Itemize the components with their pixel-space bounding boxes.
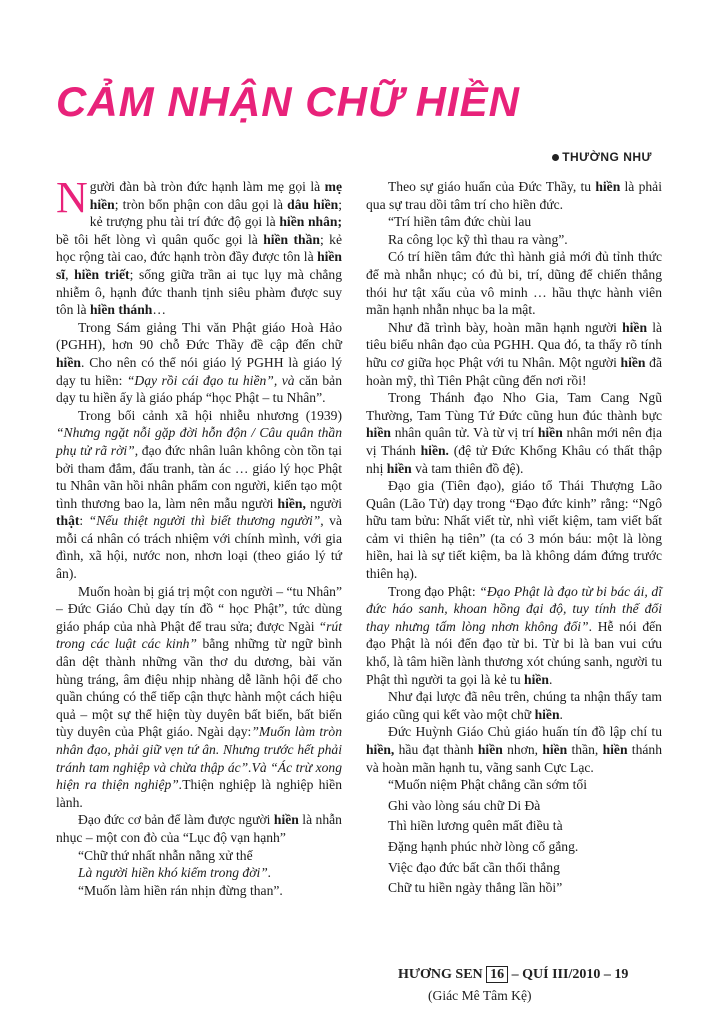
text-run: Trong bối cảnh xã hội nhiễu nhương (1939) xyxy=(78,407,342,423)
text-run: thần, xyxy=(567,742,603,757)
emphasis-bold: hiền xyxy=(386,460,412,476)
emphasis-bold: hiền xyxy=(56,354,81,370)
paragraph xyxy=(366,688,662,723)
emphasis-bold: hiền thánh xyxy=(89,302,153,318)
text-run: Trong Sám giảng Thi văn Phật giáo Hoà Hảo (PGHH), hơn 90 chỗ Đức Thầy đề cập đến chữ xyxy=(56,319,342,353)
magazine-name: HƯƠNG SEN xyxy=(398,967,483,982)
text-run: . Hễ nói đến đạo Phật là nói đến đạo từ bi. Từ bi là ban vui cứu khổ, là tâm hiền lành thương xót chúng sanh, người tu Phật thì người ta gọi là kẻ tu xyxy=(366,618,662,687)
page-footer xyxy=(398,966,628,983)
text-run: là tiêu biểu nhân đạo của PGHH. Qua đó, ta thấy rõ tính hữu cơ giữa học Phật với tu Nhân. Một người xyxy=(366,319,663,370)
text-run: đã hoàn mỹ, thì Tiên Phật cũng đến nơi rồi! xyxy=(366,354,662,388)
quote-line xyxy=(366,231,662,249)
emphasis-italic: ”Muốn làm tròn nhân đạo, phải giữ vẹn tứ ân. Nhưng trước hết phải tránh tam nghiệp và chừa thập ác”.Và “Ác trừ xong hiện ra thiện nghiệp”. xyxy=(56,724,342,793)
text-run: nhơn, xyxy=(502,742,543,757)
emphasis-bold: hiền xyxy=(366,425,391,441)
text-run: thánh và hoàn mãn hạnh tu, vãng sanh Cực Lạc. xyxy=(366,742,662,775)
emphasis-bold: hiền xyxy=(622,319,648,335)
emphasis-bold: dâu hiền xyxy=(287,196,339,212)
paragraph xyxy=(56,173,343,319)
text-run: Thiện nghiệp là nghiệp hiền lành. xyxy=(56,777,342,810)
page-number: 16 xyxy=(486,966,508,983)
paragraph xyxy=(56,811,342,846)
text-run: Theo sự giáo huấn của Đức Thầy, tu xyxy=(388,179,596,194)
text-run: nhân mới nên địa vị Thánh xyxy=(366,425,663,458)
quote-line xyxy=(366,213,662,231)
paragraph xyxy=(366,319,662,389)
text-run: “Muốn làm hiền rán nhịn đừng than”. xyxy=(78,882,283,898)
text-run: Trong đạo Phật: xyxy=(388,583,480,599)
emphasis-italic: Là người hiền khó kiếm trong đời”. xyxy=(78,865,272,881)
text-run: là nhẫn nhục – một con đò của “Lục độ vạn hạnh” xyxy=(56,812,342,845)
emphasis-bold: hiền, xyxy=(366,742,395,757)
text-run: , và mỗi cá nhân có trách nhiệm với chính mình, với gia đình, xã hội, nước non, nhơn loại (theo giáo lý tứ ân). xyxy=(56,513,342,582)
text-run: . Cho nên có thể nói giáo lý PGHH là giáo lý dạy tu hiền: xyxy=(56,354,342,388)
text-run: là phải qua sự trau dồi tâm trí cho hiền đức. xyxy=(366,179,662,212)
drop-cap: N xyxy=(56,173,88,222)
text-run: (đệ tử Đức Khổng Khâu có thất thập nhị xyxy=(366,442,662,476)
emphasis-italic: “Dạy rồi cái đạo tu hiền”, và xyxy=(126,372,295,388)
issue-info: – QUÍ III/2010 – 19 xyxy=(511,967,629,982)
verse-line: Ghi vào lòng sáu chữ Di Đà xyxy=(388,797,541,813)
emphasis-bold: hiền thần xyxy=(263,231,320,247)
emphasis-bold: hiền xyxy=(273,812,299,828)
emphasis-bold: hiền xyxy=(534,706,560,722)
emphasis-bold: hiền, xyxy=(277,495,306,511)
verse-source: (Giác Mê Tâm Kệ) xyxy=(428,988,532,1003)
text-run: Đức Huỳnh Giáo Chủ giáo huấn tín đồ lập chí tu xyxy=(388,724,662,740)
emphasis-bold: hiền xyxy=(524,671,549,687)
article-title: CẢM NHẬN CHỮ HIỀN xyxy=(56,78,520,125)
quote-line xyxy=(56,864,342,882)
text-run: . xyxy=(559,706,563,722)
text-run: Có trí hiền tâm đức thì hành giả mới đủ tỉnh thức để mà nhẫn nhục; có đủ bi, trí, dũng để chiến thắng thói hư tật xấu của vô minh … hầu thực hành viên mãn hạnh nhẫn nhục ba la mật. xyxy=(366,249,662,318)
emphasis-bold: hiền xyxy=(537,425,563,441)
emphasis-bold: hiền xyxy=(620,354,646,370)
text-run: , xyxy=(65,266,75,282)
emphasis-bold: hiền xyxy=(477,742,503,757)
text-run: hầu đạt thành xyxy=(394,742,478,757)
text-run: , đạo đức nhân luân không còn tồn tại bởi tham đắm, đấu tranh, tàn ác … giáo lý học Phật tu Nhân vãn hồi nhân phẩm con người, kiến tạo một tình thương bao la, làm nên mẫu người xyxy=(56,442,342,511)
author-byline xyxy=(552,150,652,164)
quote-line xyxy=(56,882,342,900)
text-run: … xyxy=(152,302,166,318)
emphasis-italic: “rút trong các luật các kinh” xyxy=(56,618,342,652)
text-run: bằng những từ ngữ bình dân dệt thành những vần thơ du dương, bài văn hùng tráng, âm điệu nhịp nhàng dễ lãnh hội để cho quần chúng có thể tiếp cận thực hành một cách hiệu quả – một sự thể hiện tùy duyên bất biến, bất biến tùy duyên của Phật giáo. Ngài dạy: xyxy=(56,636,343,740)
emphasis-italic: “Nhưng ngặt nỗi gặp đời hỗn độn / Câu quân thần phụ tử rã rời” xyxy=(56,425,342,458)
text-run: Đạo gia (Tiên đạo), giáo tổ Thái Thượng Lão Quân (Lão Tử) dạy trong “Đạo đức kinh” rằng: “Ngô hữu tam bửu: Nhất viết từ, nhì viết kiệm, tam viết bất cảm vi thiên hạ tiên” (ta có 3 món báu: một là lòng hiền, hai là sự tiết kiệm, ba là không dám đứng trước thiên hạ). xyxy=(366,478,662,582)
paragraph xyxy=(366,389,662,477)
emphasis-bold: hiền sĩ xyxy=(56,249,342,282)
text-run: Trong Thánh đạo Nho Gia, Tam Cang Ngũ Thường, Tam Tùng Tứ Đức cũng hun đúc thành bực xyxy=(366,390,662,423)
text-run: Ra công lọc kỹ thì thau ra vàng”. xyxy=(388,231,568,247)
text-run: : xyxy=(79,513,89,529)
verse-line: Đặng hạnh phúc nhờ lòng cố gắng. xyxy=(388,838,579,854)
text-run: nhân quân tử. Và từ vị trí xyxy=(390,425,538,441)
verse-line: Thì hiền lương quên mất điều tà xyxy=(388,818,563,834)
emphasis-italic: “Đạo Phật là đạo từ bi bác ái, dĩ đức háo sanh, khoan hồng đại độ, tuy tính thế đổi thay nhưng tấm lòng nhơn không đổi” xyxy=(366,583,662,634)
quote-line xyxy=(56,847,342,865)
paragraph xyxy=(366,477,662,583)
text-run: căn bản dạy tu hiền ấy là giáo pháp “học Phật – tu Nhân”. xyxy=(56,372,342,406)
text-run: ; tròn bổn phận con dâu gọi là xyxy=(114,196,288,212)
text-run: Muốn hoàn bị giá trị một con người – “tu Nhân” – Đức Giáo Chủ dạy tín đồ “ học Phật”, tức dùng giáo pháp của nhà Phật để trau sửa; được Ngài xyxy=(56,583,342,634)
text-run: . xyxy=(548,671,553,687)
emphasis-italic: “Nếu thiệt người thì biết thương người” xyxy=(88,513,321,529)
text-run: bề tôi hết lòng vì quân quốc gọi là xyxy=(56,231,264,247)
emphasis-bold: hiền nhân; xyxy=(279,214,342,230)
bullet-dot-icon xyxy=(552,154,559,161)
paragraph xyxy=(56,407,342,583)
text-run: Đạo đức cơ bản để làm được người xyxy=(78,812,274,828)
text-run: Như đã trình bày, hoàn mãn hạnh người xyxy=(388,319,623,335)
paragraph xyxy=(56,319,342,407)
author-name: THƯỜNG NHƯ xyxy=(562,150,652,164)
paragraph xyxy=(56,583,342,812)
text-run: người xyxy=(305,495,342,511)
paragraph xyxy=(366,723,662,776)
text-run: ; kẻ trượng phu tài trí đức độ gọi là xyxy=(89,196,342,230)
verse-line: “Muốn niệm Phật chẳng cần sớm tối xyxy=(388,777,587,793)
paragraph xyxy=(366,178,662,213)
verse-line: Việc đạo đức bất cần thối thắng xyxy=(388,859,560,875)
emphasis-bold: thật xyxy=(56,513,80,529)
emphasis-bold: hiền. xyxy=(420,442,449,458)
emphasis-bold: hiền xyxy=(602,742,628,757)
emphasis-bold: hiền triết xyxy=(74,266,130,282)
text-run: Như đại lược đã nêu trên, chúng ta nhận thấy tam giáo cũng qui kết vào một chữ xyxy=(366,689,662,722)
text-run: “Trí hiền tâm đức chùi lau xyxy=(388,214,532,230)
left-column xyxy=(56,173,343,899)
text-run: ; kẻ học rộng tài cao, đức hạnh tròn đầy được tôn là xyxy=(56,231,342,265)
emphasis-bold: hiền xyxy=(542,742,568,757)
text-run: “Chữ thứ nhất nhẫn nằng xử thế xyxy=(78,847,253,863)
right-column xyxy=(366,178,662,900)
text-run: ; sống giữa trần ai tục lụy mà chẳng nhiễm ô, hạnh đức thanh tịnh siêu phàm được suy tôn là xyxy=(56,266,343,318)
paragraph xyxy=(366,248,662,318)
verse-line: Chữ tu hiền ngày thắng lần hồi” xyxy=(388,880,563,896)
emphasis-bold: mẹ hiền xyxy=(89,179,342,212)
text-run: và tam thiên đồ đệ). xyxy=(411,460,524,476)
emphasis-bold: hiền xyxy=(595,179,621,194)
paragraph xyxy=(366,583,662,689)
text-run: gười đàn bà tròn đức hạnh làm mẹ gọi là xyxy=(89,179,325,194)
